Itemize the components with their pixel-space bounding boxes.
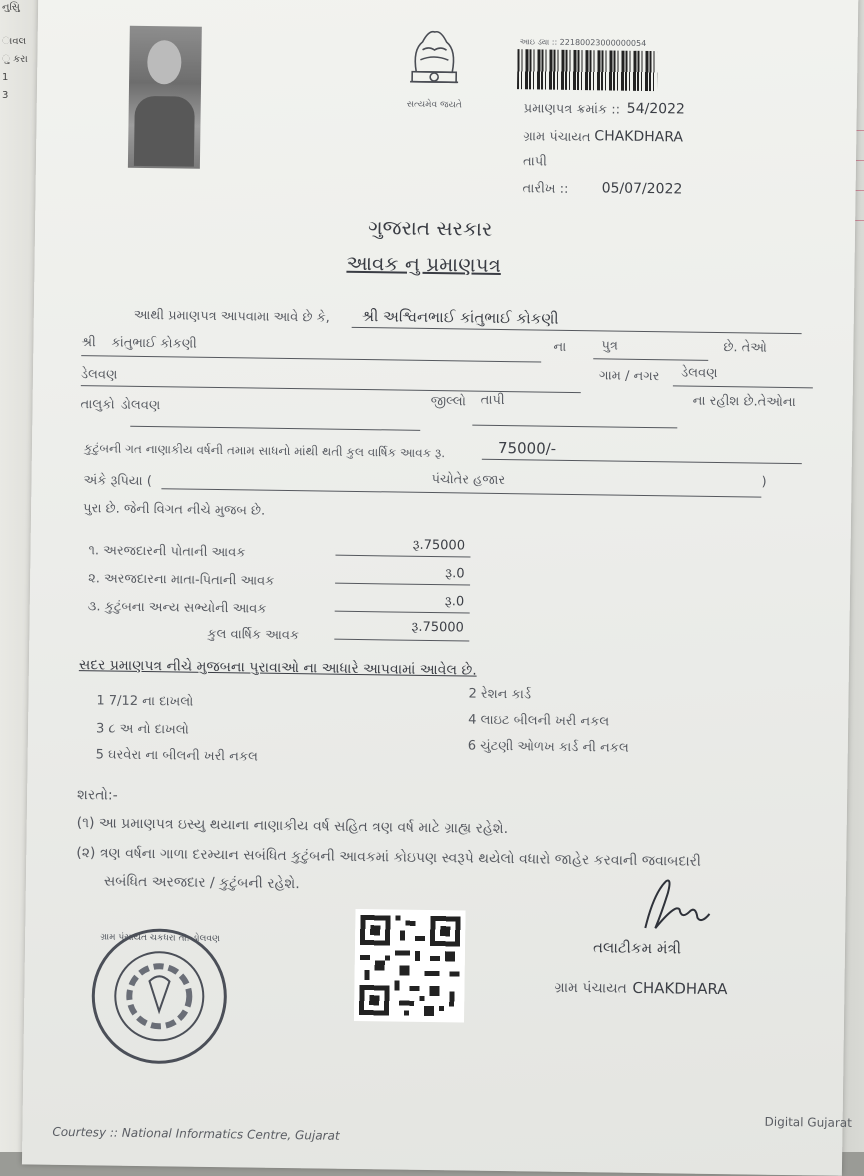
- income-amount: 75000/-: [497, 438, 557, 458]
- chhe-tena-text: છે. તેઓ: [723, 340, 767, 356]
- left-page-text: ુ કરા: [2, 54, 28, 65]
- income-in-words: પંચોતેર હજાર: [431, 472, 506, 489]
- footer-courtesy: Courtesy :: National Informatics Centre, Gujarat: [52, 1124, 340, 1143]
- national-emblem-icon: [398, 20, 471, 111]
- income-row-label: ૧. અરજદારની પોતાની આવક: [88, 543, 246, 561]
- condition-line: સબંધિત અરજદાર / કુટુંબની રહેશે.: [103, 873, 300, 893]
- official-seal-icon: [88, 925, 230, 1067]
- barcode-number: આઇ ડ્યા :: 22180023000000054: [519, 37, 647, 48]
- evidence-item: 1 7/12 ના દાખલો: [96, 693, 194, 710]
- left-page-text: ાવલ: [2, 36, 27, 47]
- income-row-label: ૩. કુટુંબના અન્ય સભ્યોની આવક: [87, 599, 267, 617]
- footer-digital-gujarat: Digital Gujarat: [764, 1114, 853, 1130]
- seal-text: ગ્રામ પંચાયત ચકધરા તા. ડોલવણ: [100, 932, 220, 945]
- left-page-text: 1: [2, 72, 9, 83]
- words-label: અંકે રૂપિયા (: [83, 473, 152, 490]
- income-row-amount: રૂ.0: [444, 594, 465, 610]
- certificate-no-label: પ્રમાણપત્ર ક્રમાંક ::: [523, 101, 621, 118]
- evidence-item: 5 ઘરવેરા ના બીલની ખરી નકલ: [95, 747, 258, 765]
- total-income-label: કુલ વાર્ષિક આવક: [207, 626, 300, 644]
- taluka-district: તાપી: [522, 154, 548, 170]
- date-label: તારીખ ::: [522, 181, 569, 197]
- income-certificate-paper: [22, 0, 858, 1176]
- condition-line: (૨) ત્રણ વર્ષના ગાળા દરમ્યાન સબંધિત કુટુંબની આવકમાં કોઇપણ સ્વરૂપે થયેલો વધારો જાહેર કરવાની જવાબદારી: [76, 845, 702, 870]
- gam-nagar-label: ગામ / નગર: [598, 368, 660, 385]
- income-text: કુટુંબની ગત નાણાકીય વર્ષની તમામ સાધનો માંથી થતી કુલ વાર્ષિક આવક રૂ.: [83, 441, 446, 461]
- certificate-no: 54/2022: [626, 100, 686, 118]
- signature-icon: [635, 873, 716, 944]
- details-intro: પુરા છે. જેની વિગત નીચે મુજબ છે.: [82, 501, 266, 519]
- qr-code-icon: [354, 909, 466, 1023]
- left-page-text: 3: [2, 90, 9, 101]
- village-place: ડેલવણ: [80, 367, 118, 383]
- certificate-title: આવક નુ પ્રમાણપત્ર: [346, 250, 502, 277]
- condition-line: (૧) આ પ્રમાણપત્ર ઇસ્યુ થયાના નાણાકીય વર્ષ સહિત ત્રણ વર્ષ માટે ગ્રાહ્ય રહેશે.: [76, 815, 509, 838]
- resident-text: ના રહીશ છે.તેઓના: [692, 393, 796, 411]
- signatory-designation: તલાટીકમ મંત્રી: [592, 938, 682, 958]
- signatory-office-label: ગ્રામ પંચાયત: [554, 979, 628, 997]
- conditions-heading: શરતો:-: [76, 787, 118, 804]
- left-page-text: નુસુિ: [2, 2, 20, 13]
- intro-text: આથી પ્રમાણપત્ર આપવામા આવે છે કે,: [133, 307, 330, 326]
- father-prefix: શ્રી: [81, 335, 96, 351]
- gram-panchayat: CHAKDHARA: [594, 128, 684, 146]
- evidence-item: 4 લાઇટ બીલની ખરી નકલ: [468, 712, 610, 730]
- signatory-office: CHAKDHARA: [632, 978, 728, 999]
- emblem-motto: સત્યમેવ જયતે: [406, 99, 462, 111]
- father-name: કાંતુભાઈ કોકણી: [111, 335, 197, 352]
- gram-panchayat-label: ગ્રામ પંચાયત: [523, 129, 591, 146]
- applicant-photo: [128, 26, 202, 169]
- jillo: તાપી: [480, 392, 505, 409]
- evidence-item: 2 રેશન કાર્ડ: [468, 686, 532, 703]
- words-close: ): [761, 474, 767, 490]
- evidence-item: 3 ૮ અ નો દાખલો: [95, 721, 189, 738]
- jillo-label: જીલ્લો: [430, 393, 466, 410]
- evidence-item: 6 ચુંટણી ઓળખ કાર્ડ ની નકલ: [467, 738, 629, 756]
- income-row-amount: રૂ.0: [445, 566, 465, 582]
- evidence-heading: સદર પ્રમાણપત્ર નીચે મુજબના પુરાવાઓ ના આધારે આપવામાં આવેલ છે.: [78, 657, 477, 679]
- relation-label: ના: [553, 339, 567, 355]
- income-row-label: ૨. અરજદારના માતા-પિતાની આવક: [88, 571, 275, 589]
- certificate-date: 05/07/2022: [601, 180, 683, 198]
- applicant-name: શ્રી અશ્વિનભાઈ કાંતુભાઈ કોકણી: [361, 307, 559, 328]
- taluka: ડોલવણ: [120, 397, 161, 414]
- relation: પુત્ર: [601, 338, 618, 354]
- total-income-amount: રૂ.75000: [411, 619, 464, 636]
- taluka-label: તાલુકો: [80, 397, 115, 413]
- gam-nagar: ડેલવણ: [680, 365, 718, 381]
- income-row-amount: રૂ.75000: [412, 537, 466, 554]
- barcode-icon: [517, 49, 658, 91]
- government-title: ગુજરાત સરકાર: [367, 215, 493, 241]
